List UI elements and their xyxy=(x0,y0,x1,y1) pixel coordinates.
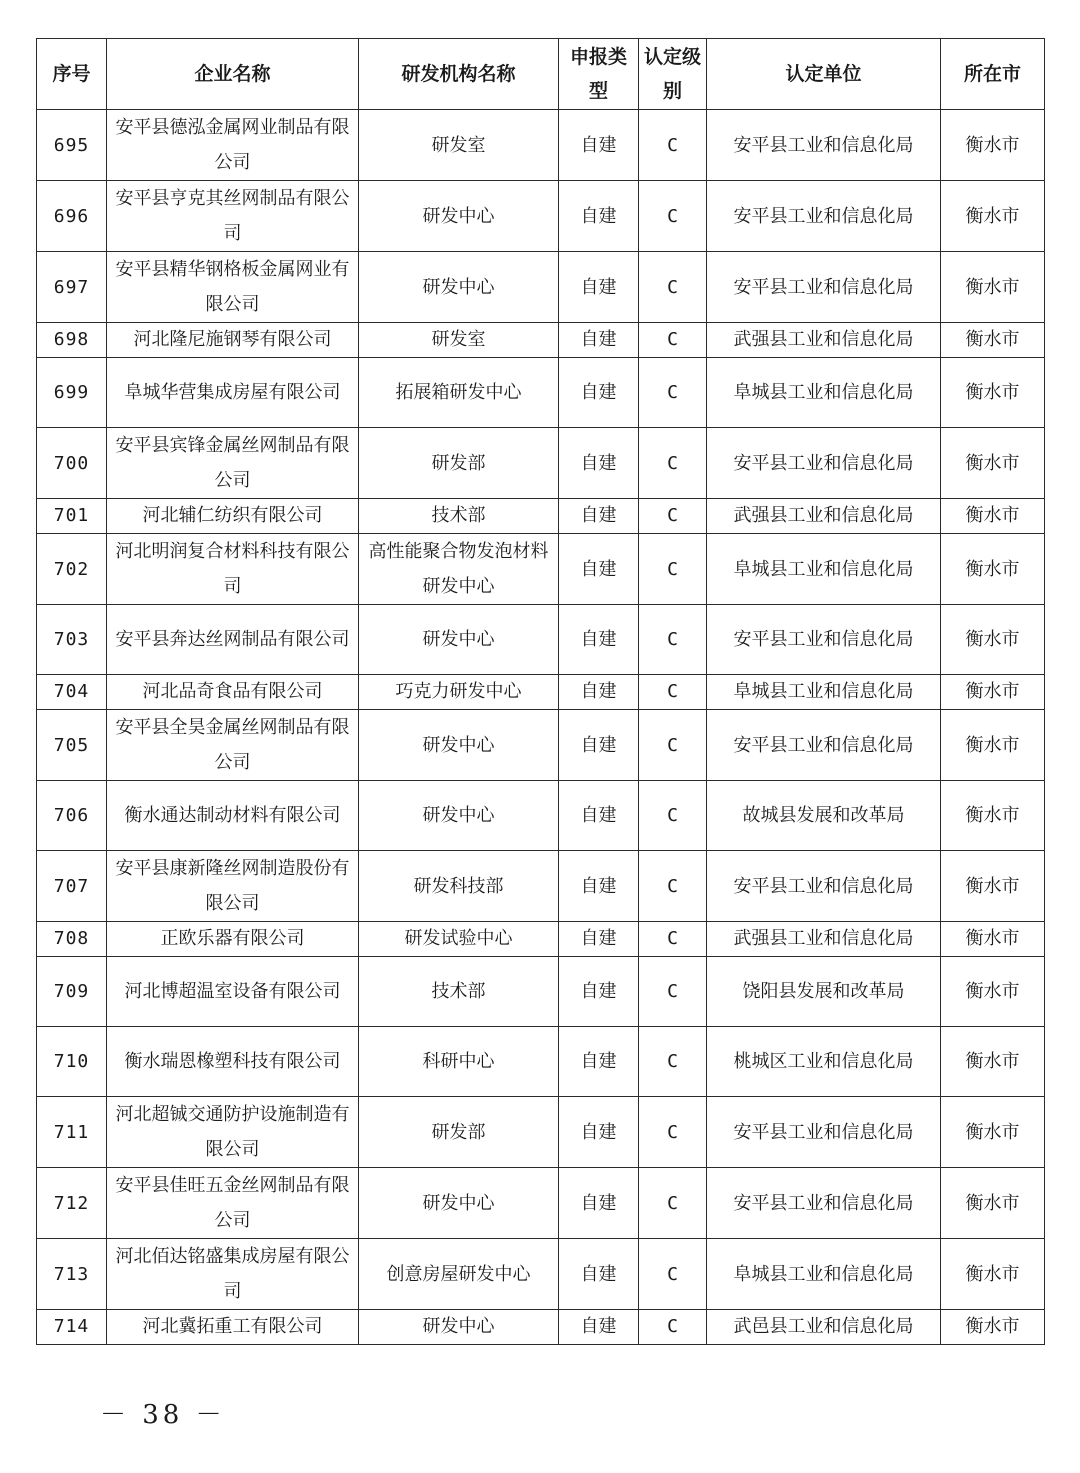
cell-company: 河北冀拓重工有限公司 xyxy=(107,1310,359,1345)
cell-index: 710 xyxy=(37,1027,107,1097)
cell-level: C xyxy=(639,1310,707,1345)
cell-city: 衡水市 xyxy=(941,605,1045,675)
cell-apply-type: 自建 xyxy=(559,1239,639,1310)
cell-index: 705 xyxy=(37,710,107,781)
table-row xyxy=(37,181,1045,252)
cell-level: C xyxy=(639,534,707,605)
cell-level: C xyxy=(639,358,707,428)
cell-apply-type: 自建 xyxy=(559,1097,639,1168)
table-row xyxy=(37,1239,1045,1310)
cell-company: 河北佰达铭盛集成房屋有限公司 xyxy=(107,1239,359,1310)
cell-level: C xyxy=(639,499,707,534)
cell-unit: 武强县工业和信息化局 xyxy=(707,922,941,957)
cell-index: 708 xyxy=(37,922,107,957)
cell-apply-type: 自建 xyxy=(559,534,639,605)
cell-level: C xyxy=(639,1239,707,1310)
cell-index: 712 xyxy=(37,1168,107,1239)
cell-unit: 安平县工业和信息化局 xyxy=(707,252,941,323)
cell-institution: 高性能聚合物发泡材料研发中心 xyxy=(359,534,559,605)
cell-index: 696 xyxy=(37,181,107,252)
table-row xyxy=(37,957,1045,1027)
cell-index: 701 xyxy=(37,499,107,534)
table-row xyxy=(37,428,1045,499)
cell-city: 衡水市 xyxy=(941,851,1045,922)
cell-city: 衡水市 xyxy=(941,181,1045,252)
cell-institution: 创意房屋研发中心 xyxy=(359,1239,559,1310)
cell-apply-type: 自建 xyxy=(559,323,639,358)
cell-institution: 研发中心 xyxy=(359,1168,559,1239)
cell-institution: 研发中心 xyxy=(359,605,559,675)
cell-unit: 武邑县工业和信息化局 xyxy=(707,1310,941,1345)
cell-level: C xyxy=(639,675,707,710)
cell-city: 衡水市 xyxy=(941,1027,1045,1097)
cell-unit: 安平县工业和信息化局 xyxy=(707,1097,941,1168)
cell-level: C xyxy=(639,1097,707,1168)
header-index: 序号 xyxy=(37,39,107,110)
table-row xyxy=(37,534,1045,605)
cell-index: 699 xyxy=(37,358,107,428)
table-row xyxy=(37,922,1045,957)
cell-city: 衡水市 xyxy=(941,1097,1045,1168)
cell-unit: 安平县工业和信息化局 xyxy=(707,110,941,181)
cell-index: 707 xyxy=(37,851,107,922)
table-row xyxy=(37,1027,1045,1097)
cell-institution: 研发中心 xyxy=(359,710,559,781)
table-row xyxy=(37,675,1045,710)
cell-unit: 武强县工业和信息化局 xyxy=(707,323,941,358)
cell-city: 衡水市 xyxy=(941,1310,1045,1345)
table-row xyxy=(37,110,1045,181)
cell-apply-type: 自建 xyxy=(559,252,639,323)
cell-apply-type: 自建 xyxy=(559,781,639,851)
cell-company: 河北明润复合材料科技有限公司 xyxy=(107,534,359,605)
cell-index: 706 xyxy=(37,781,107,851)
cell-company: 安平县亨克其丝网制品有限公司 xyxy=(107,181,359,252)
cell-company: 正欧乐器有限公司 xyxy=(107,922,359,957)
page-number: － 38 － xyxy=(100,1400,226,1430)
cell-unit: 安平县工业和信息化局 xyxy=(707,181,941,252)
cell-company: 安平县康新隆丝网制造股份有限公司 xyxy=(107,851,359,922)
cell-institution: 研发部 xyxy=(359,428,559,499)
cell-unit: 安平县工业和信息化局 xyxy=(707,605,941,675)
cell-company: 安平县全昊金属丝网制品有限公司 xyxy=(107,710,359,781)
cell-index: 697 xyxy=(37,252,107,323)
cell-city: 衡水市 xyxy=(941,675,1045,710)
cell-level: C xyxy=(639,605,707,675)
cell-company: 安平县奔达丝网制品有限公司 xyxy=(107,605,359,675)
cell-apply-type: 自建 xyxy=(559,605,639,675)
cell-institution: 研发中心 xyxy=(359,181,559,252)
table-header-row xyxy=(37,39,1045,110)
cell-apply-type: 自建 xyxy=(559,1310,639,1345)
cell-unit: 阜城县工业和信息化局 xyxy=(707,534,941,605)
table-row xyxy=(37,710,1045,781)
cell-index: 703 xyxy=(37,605,107,675)
cell-institution: 巧克力研发中心 xyxy=(359,675,559,710)
cell-city: 衡水市 xyxy=(941,323,1045,358)
header-level: 认定级别 xyxy=(639,39,707,110)
cell-unit: 故城县发展和改革局 xyxy=(707,781,941,851)
cell-level: C xyxy=(639,323,707,358)
table-row xyxy=(37,851,1045,922)
cell-city: 衡水市 xyxy=(941,358,1045,428)
cell-institution: 研发试验中心 xyxy=(359,922,559,957)
cell-apply-type: 自建 xyxy=(559,957,639,1027)
cell-index: 695 xyxy=(37,110,107,181)
header-institution: 研发机构名称 xyxy=(359,39,559,110)
cell-company: 衡水瑞恩橡塑科技有限公司 xyxy=(107,1027,359,1097)
cell-unit: 阜城县工业和信息化局 xyxy=(707,1239,941,1310)
cell-institution: 科研中心 xyxy=(359,1027,559,1097)
cell-unit: 安平县工业和信息化局 xyxy=(707,851,941,922)
cell-company: 河北辅仁纺织有限公司 xyxy=(107,499,359,534)
cell-city: 衡水市 xyxy=(941,1239,1045,1310)
table-row xyxy=(37,1310,1045,1345)
cell-city: 衡水市 xyxy=(941,781,1045,851)
cell-apply-type: 自建 xyxy=(559,851,639,922)
cell-apply-type: 自建 xyxy=(559,428,639,499)
cell-index: 698 xyxy=(37,323,107,358)
cell-index: 700 xyxy=(37,428,107,499)
header-unit: 认定单位 xyxy=(707,39,941,110)
cell-index: 711 xyxy=(37,1097,107,1168)
cell-level: C xyxy=(639,428,707,499)
cell-city: 衡水市 xyxy=(941,922,1045,957)
cell-unit: 武强县工业和信息化局 xyxy=(707,499,941,534)
cell-level: C xyxy=(639,957,707,1027)
cell-institution: 研发中心 xyxy=(359,252,559,323)
table-row xyxy=(37,1097,1045,1168)
cell-company: 河北超铖交通防护设施制造有限公司 xyxy=(107,1097,359,1168)
cell-company: 安平县佳旺五金丝网制品有限公司 xyxy=(107,1168,359,1239)
cell-level: C xyxy=(639,181,707,252)
cell-city: 衡水市 xyxy=(941,710,1045,781)
cell-city: 衡水市 xyxy=(941,499,1045,534)
table-row xyxy=(37,358,1045,428)
cell-index: 709 xyxy=(37,957,107,1027)
cell-institution: 研发科技部 xyxy=(359,851,559,922)
cell-apply-type: 自建 xyxy=(559,922,639,957)
cell-institution: 研发部 xyxy=(359,1097,559,1168)
table-row xyxy=(37,605,1045,675)
cell-company: 河北隆尼施钢琴有限公司 xyxy=(107,323,359,358)
cell-apply-type: 自建 xyxy=(559,181,639,252)
cell-apply-type: 自建 xyxy=(559,499,639,534)
cell-unit: 安平县工业和信息化局 xyxy=(707,710,941,781)
cell-index: 713 xyxy=(37,1239,107,1310)
cell-city: 衡水市 xyxy=(941,1168,1045,1239)
cell-company: 安平县德泓金属网业制品有限公司 xyxy=(107,110,359,181)
cell-city: 衡水市 xyxy=(941,957,1045,1027)
cell-unit: 阜城县工业和信息化局 xyxy=(707,675,941,710)
cell-institution: 技术部 xyxy=(359,499,559,534)
cell-level: C xyxy=(639,851,707,922)
cell-institution: 研发室 xyxy=(359,110,559,181)
cell-level: C xyxy=(639,781,707,851)
cell-company: 阜城华营集成房屋有限公司 xyxy=(107,358,359,428)
cell-city: 衡水市 xyxy=(941,534,1045,605)
cell-company: 河北品奇食品有限公司 xyxy=(107,675,359,710)
table-row xyxy=(37,499,1045,534)
cell-index: 714 xyxy=(37,1310,107,1345)
table-row xyxy=(37,323,1045,358)
cell-unit: 安平县工业和信息化局 xyxy=(707,428,941,499)
cell-company: 安平县精华钢格板金属网业有限公司 xyxy=(107,252,359,323)
cell-city: 衡水市 xyxy=(941,252,1045,323)
cell-level: C xyxy=(639,922,707,957)
cell-unit: 安平县工业和信息化局 xyxy=(707,1168,941,1239)
cell-apply-type: 自建 xyxy=(559,710,639,781)
cell-level: C xyxy=(639,1027,707,1097)
cell-institution: 研发室 xyxy=(359,323,559,358)
cell-index: 702 xyxy=(37,534,107,605)
header-company: 企业名称 xyxy=(107,39,359,110)
cell-apply-type: 自建 xyxy=(559,1027,639,1097)
cell-institution: 技术部 xyxy=(359,957,559,1027)
cell-unit: 阜城县工业和信息化局 xyxy=(707,358,941,428)
enterprise-rd-table xyxy=(36,38,1045,1345)
cell-unit: 桃城区工业和信息化局 xyxy=(707,1027,941,1097)
cell-level: C xyxy=(639,110,707,181)
cell-institution: 拓展箱研发中心 xyxy=(359,358,559,428)
header-city: 所在市 xyxy=(941,39,1045,110)
cell-apply-type: 自建 xyxy=(559,110,639,181)
cell-level: C xyxy=(639,1168,707,1239)
cell-city: 衡水市 xyxy=(941,110,1045,181)
cell-city: 衡水市 xyxy=(941,428,1045,499)
header-apply-type: 申报类型 xyxy=(559,39,639,110)
cell-company: 衡水通达制动材料有限公司 xyxy=(107,781,359,851)
cell-apply-type: 自建 xyxy=(559,358,639,428)
cell-institution: 研发中心 xyxy=(359,781,559,851)
cell-apply-type: 自建 xyxy=(559,675,639,710)
table-row xyxy=(37,781,1045,851)
cell-unit: 饶阳县发展和改革局 xyxy=(707,957,941,1027)
cell-apply-type: 自建 xyxy=(559,1168,639,1239)
cell-institution: 研发中心 xyxy=(359,1310,559,1345)
table-row xyxy=(37,252,1045,323)
cell-company: 安平县宾锋金属丝网制品有限公司 xyxy=(107,428,359,499)
cell-company: 河北博超温室设备有限公司 xyxy=(107,957,359,1027)
cell-level: C xyxy=(639,252,707,323)
cell-level: C xyxy=(639,710,707,781)
table-row xyxy=(37,1168,1045,1239)
cell-index: 704 xyxy=(37,675,107,710)
